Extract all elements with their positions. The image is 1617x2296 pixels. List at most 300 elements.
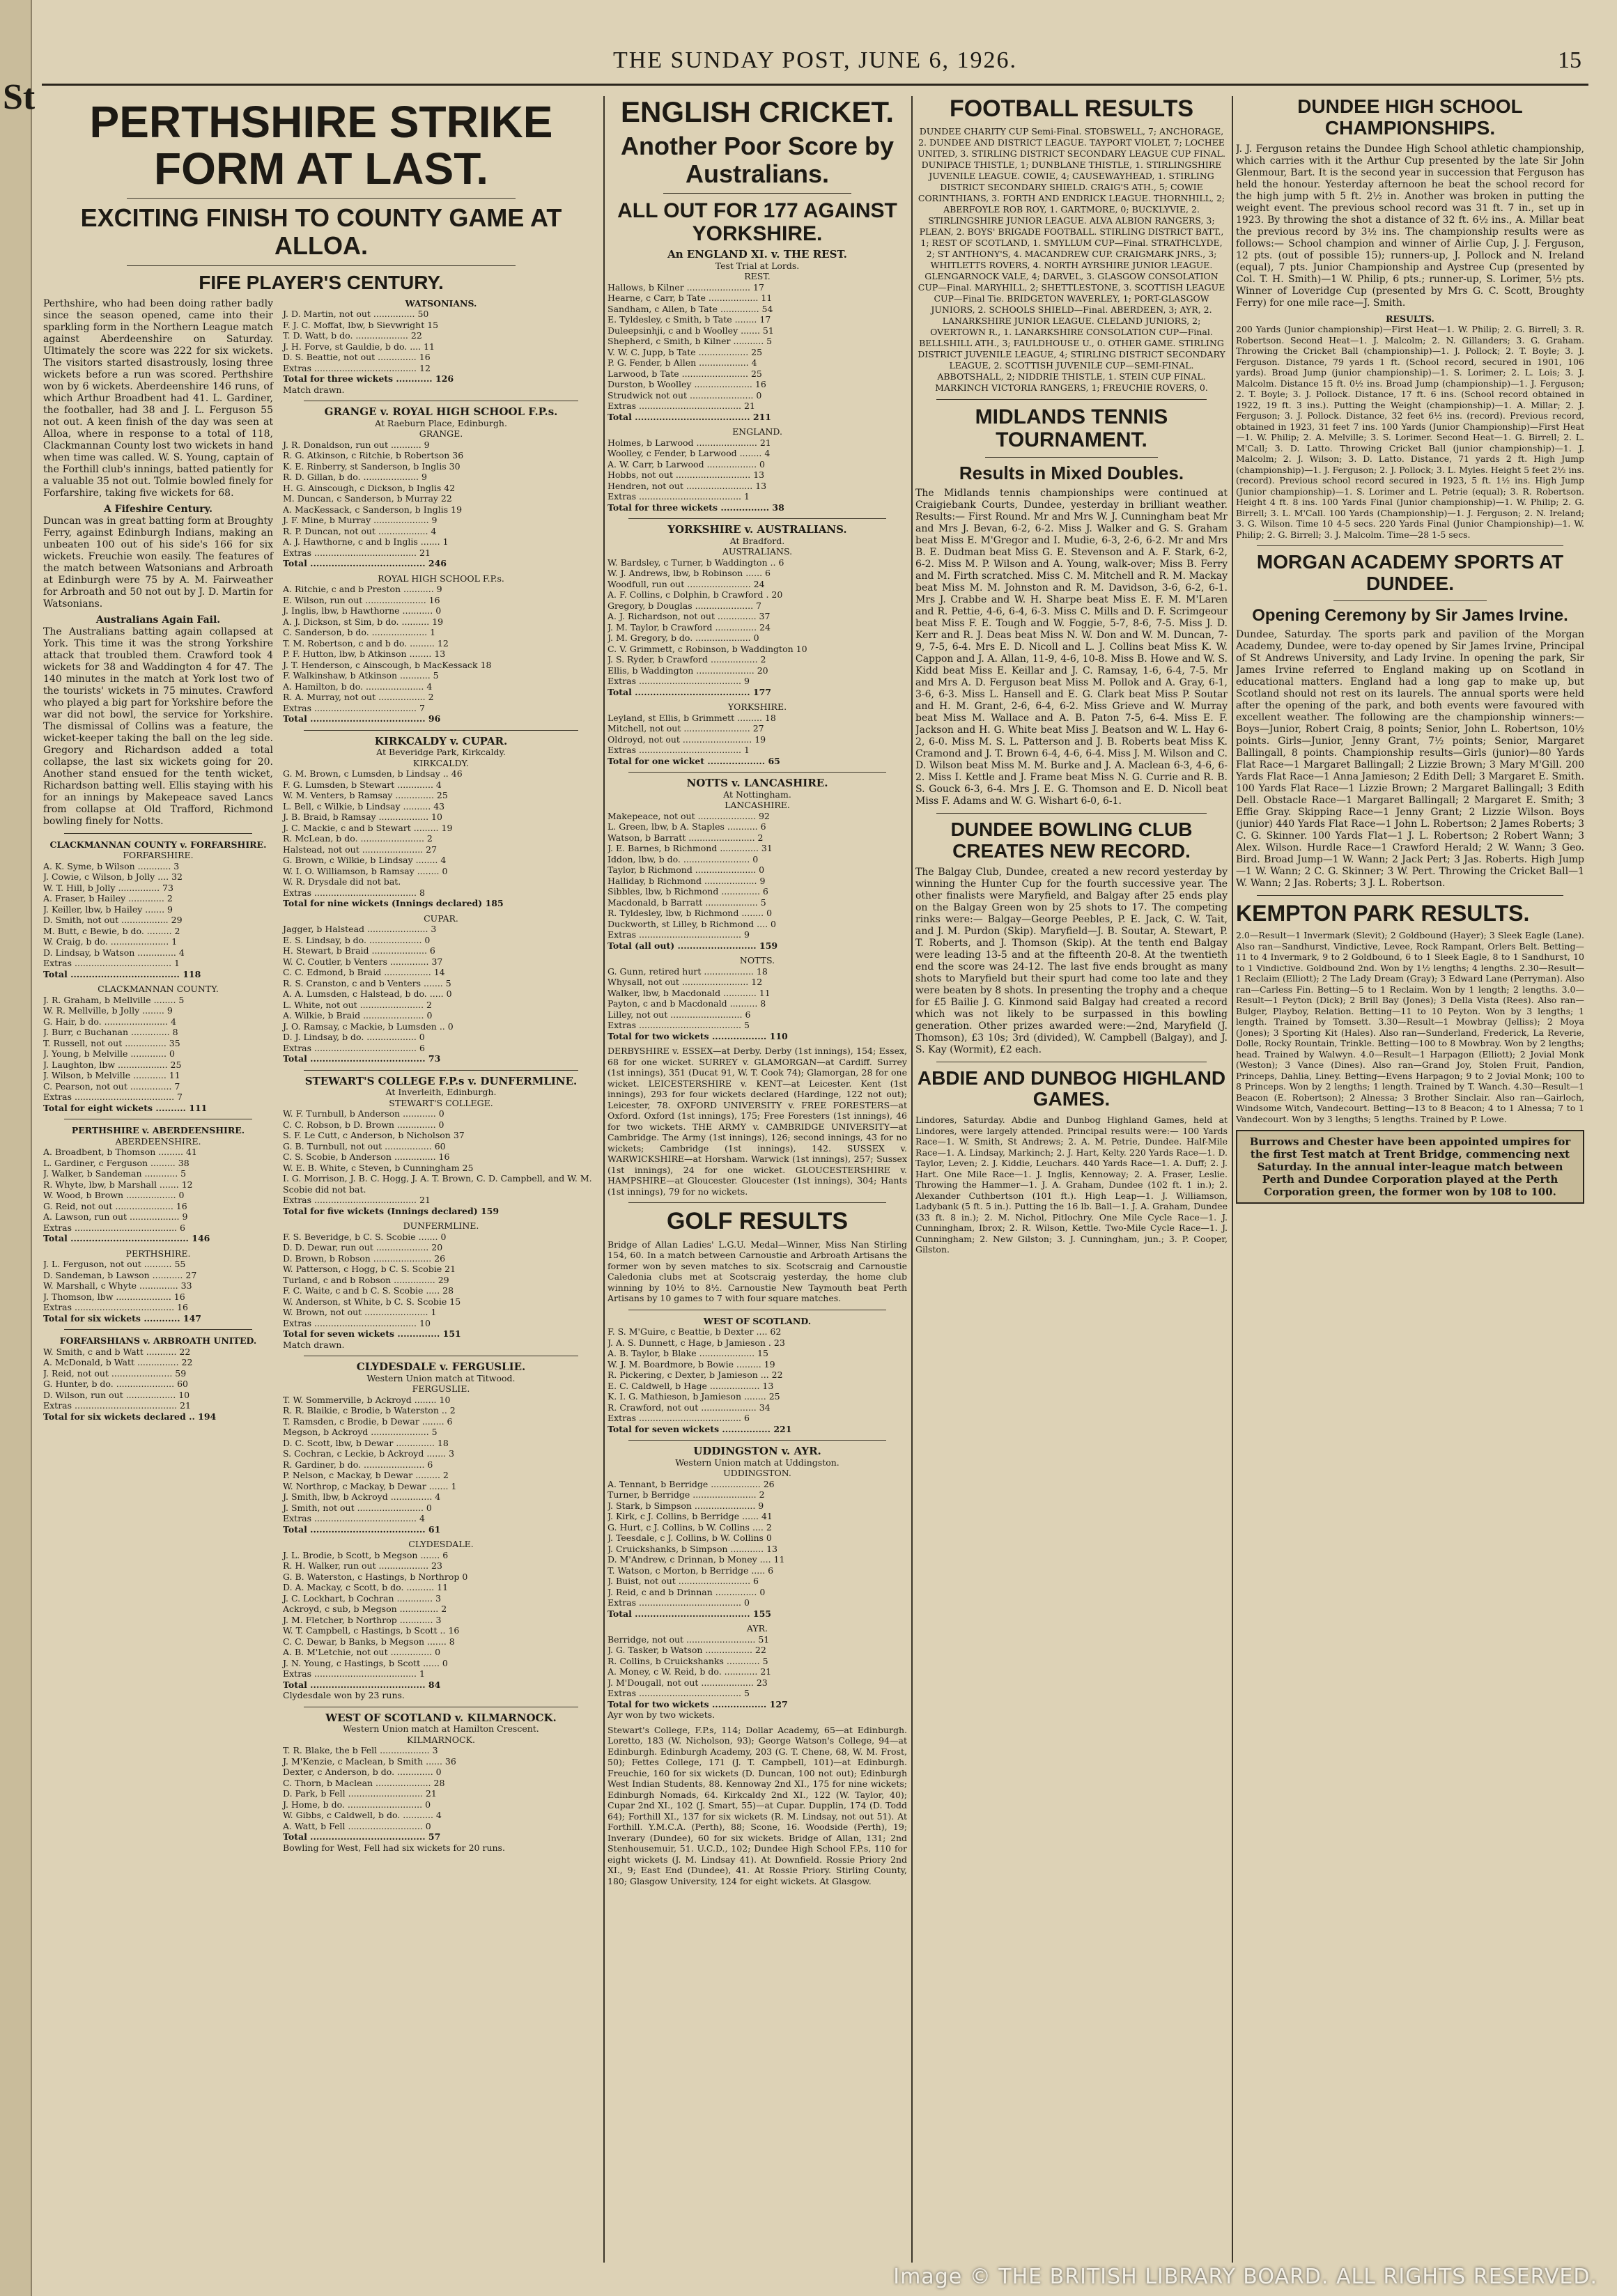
scorecard-line: C. Pearson, not out ............... 7 (43, 1080, 180, 1092)
headline-high-school: DUNDEE HIGH SCHOOL CHAMPIONSHIPS. (1297, 96, 1523, 139)
scorecard-line: D. Wilson, run out .................. 10 (43, 1389, 190, 1400)
scorecard-line: J. R. Graham, b Mellville ........ 5 (43, 994, 185, 1005)
scorecard-line: A. Broadbent, b Thomson ......... 41 (43, 1147, 197, 1158)
scorecard-line: R. H. Walker, run out .................. 23 (283, 1560, 442, 1572)
scorecard-line: E. Wilson, run out ...................... 16 (283, 594, 440, 605)
scorecard-line: J. T. Henderson, c Ainscough, b MacKessack 18 (283, 659, 492, 670)
scorecard-line: Jagger, b Halstead ...................... 3 (283, 924, 437, 935)
headline-english-cricket: ENGLISH CRICKET. (620, 96, 895, 128)
scorecard-line: F. Walkinshaw, b Atkinson ........... 5 (283, 670, 439, 681)
scorecard-line: J. Stark, b Simpson ...................... 9 (608, 1500, 764, 1511)
scorecard-line: J. M. Fletcher, b Northrop ............ 3 (283, 1614, 442, 1625)
scorecard-line: R. Collins, b Cruickshanks ............ 5 (608, 1655, 768, 1666)
scorecard-line: J. F. Mine, b Murray .................... 9 (283, 515, 438, 526)
scorecard-line: Sibbles, lbw, b Richmond .............. 6 (608, 886, 768, 897)
australians-fail-report: The Australians batting again collapsed at York. This time it was the strong Yorkshire attack that troubled them. Crawford took 4 wickets for 38 and Waddington 4 for 47. The 140 minutes in the match at York lost two of the tourists' wickets in 75 minutes. Crawford who played a big part for Yorkshire before the war did not bowl, the service for Yorkshire. The dismissal of Collins was a feature, the wicket-keeper taking the ball on the leg side. Gregory and Richardson added a total collapse, the last six wickets going for 20. Another stand ensued for the tenth wicket, Richardson batting well. Ellis staying with his for an innings by Makepeace saved Lancs from collapse at Old Trafford, Richmond bowling finely for Notts. (43, 626, 273, 827)
scorecard-subtitle: ENGLAND. (732, 426, 782, 437)
tennis-results-report: The Midlands tennis championships were continued at Craigiebank Courts, Dundee, yesterday in brilliant weather. Results:— First Round. Mr and Mrs W. J. Cunningham beat Mr and Mrs J. Bevan, 6-2, 6-2. Miss J. Walker and G. S. Graham beat Miss E. M'Gregor and I. Mudie, 6-3, 2-6, 6-2. Mr and Mrs B. E. Dudman beat Miss G. E. Stevenson and A. F. Stark, 6-2, 6-2. Miss M. P. Wilson and A. Young, walk-over; Miss B. Ferry and M. Firth scratched. Miss C. M. Mitchell and R. M. Mackay beat Miss M. M. Johnston and R. M. Davidson, 3-6, 6-2, 6-1. Mrs J. Crabbe and W. H. Sharpe beat Miss E. F. M. M'Laren and R. Pettie, 4-6, 6-4, 6-3. Miss C. Mills and D. F. Scrimgeour beat Miss F. E. Tough and W. Foggie, 5-7, 8-6, 7-5. Miss J. D. Kerr and R. J. Deas beat Miss N. W. Don and W. M. Duncan, 7-9, 7-5, 6-4. Mrs E. D. Nicoll and L. J. Collins beat Miss K. W. Cappon and J. A. Allan, 11-9, 4-6, 10-8. Miss B. Howe and W. S. Kidd beat Miss E. Keillar and J. C. Ramsay, 1-6, 6-4, 7-5. Mr and Mrs A. D. Ferguson beat Miss M. Pollok and A. Gray, 6-1, 3-6, 6-3. Miss L. Hansell and E. G. Clark beat Miss P. Soutar and H. M. Grant, 2-6, 6-4, 6-2. Miss Grieve and W. Murray beat Miss M. Wallace and A. B. Paton 7-5, 6-4. Miss E. F. Jackson and H. G. White beat Miss J. Beatson and W. L. Hay 6-2, 6-0. Miss M. S. L. Patterson and J. B. Roberts beat Miss K. Cramond and J. T. Brown 6-4, 4-6, 6-4. Miss J. M. Wilson and C. D. Wilson beat Miss M. M. Burke and J. A. Maclean 6-3, 4-6, 6-2. Miss I. Kettle and J. Frame beat Miss N. G. Currie and R. B. S. Gouck 6-3, 6-4. Mrs J. E. G. Thomson and E. D. Nicoll beat Miss F. Adams and W. G. Wishart 6-0, 6-1. (915, 487, 1228, 807)
scorecard-subtitle: KIRKCALDY. (412, 757, 470, 768)
scorecard-total: Total ...................................... 177 (608, 686, 771, 697)
other-county-results: DERBYSHIRE v. ESSEX—at Derby. Derby (1st innings), 154; Essex, 68 for one wicket. SURREY v. GLAMORGAN—at Cardiff. Surrey (1st innings), 351 (Ducat 91, W. T. Cook 74); Glamorgan, 28 for one wicket. LEICESTERSHIRE v. KENT—at Leicester. Kent (1st innings), 293 for four wickets declared (Hardinge, 122 not out); Leicester, 78. OXFORD UNIVERSITY v. FREE FORESTERS—at Oxford. Oxford (1st innings), 175; Free Foresters (1st innings), 46 for two wickets. THE ARMY v. CAMBRIDGE UNIVERSITY—at Cambridge. The Army (1st innings), 126; second innings, 43 for no wickets; Cambridge (1st innings), 142. SUSSEX v. WARWICKSHIRE—at Horsham. Warwick (1st innings), 257; Sussex (1st innings), 24 for one wicket. GLOUCESTERSHIRE v. HAMPSHIRE—at Gloucester. Gloucester (1st innings), 304; Hants (1st innings), 79 for no wickets. (608, 1046, 907, 1197)
scorecard-line: Extras ..................................... 12 (283, 362, 431, 373)
column-english-cricket (608, 96, 907, 2263)
scorecard-title: PERTHSHIRE v. ABERDEENSHIRE. (71, 1125, 245, 1136)
scorecard-line: Hearne, c Carr, b Tate .................. 11 (608, 293, 773, 304)
scorecard-line: D. M'Andrew, c Drinnan, b Money .... 11 (608, 1554, 785, 1565)
page-header (42, 43, 1588, 86)
headline-dundee-bowling: DUNDEE BOWLING CLUB CREATES NEW RECORD. (950, 818, 1193, 862)
scorecard-place: At Beveridge Park, Kirkcaldy. (376, 747, 506, 758)
scorecard-line: J. E. Barnes, b Richmond .............. 31 (608, 843, 773, 854)
scorecard-line: Clydesdale won by 23 runs. (283, 1690, 405, 1701)
scorecard-line: J. Young, b Melville ............. 0 (43, 1048, 175, 1060)
scorecard-line: C. C. Robson, b D. Brown .............. 0 (283, 1119, 444, 1130)
scorecard-line: W. E. B. White, c Steven, b Cunningham 25 (283, 1162, 474, 1173)
scorecard-line: Sandham, c Allen, b Tate .............. 54 (608, 303, 773, 314)
scorecard-line: Whysall, not out ........................ 12 (608, 977, 763, 988)
scorecard-line: J. O. Ramsay, c Mackie, b Lumsden .. 0 (283, 1021, 454, 1032)
scorecard-line: Extras ..................................... 9 (608, 929, 750, 940)
scorecard-line: D. Sandeman, b Lawson ........... 27 (43, 1269, 197, 1280)
scorecard-line: G. B. Turnbull, not out ................. 60 (283, 1140, 446, 1151)
scorecard-total: Total for two wickets .................. 110 (608, 1030, 788, 1041)
scorecard-line: J. Thomson, lbw .................... 16 (43, 1291, 185, 1302)
scorecard-line: T. Russell, not out ............... 35 (43, 1037, 180, 1048)
gutter-letters: St (3, 77, 36, 117)
scorecard-line: V. W. C. Jupp, b Tate .................. 25 (608, 346, 763, 357)
scorecard-title: FORFARSHIANS v. ARBROATH UNITED. (59, 1335, 257, 1347)
scorecard-line: J. C. Mackie, c and b Stewart ......... 19 (283, 822, 453, 833)
scorecard-line: Hendren, not out ........................ 13 (608, 480, 767, 491)
scorecard-line: Halliday, b Richmond ................... 9 (608, 875, 766, 886)
column-school-sports (1236, 96, 1584, 2263)
scorecard-line: A. Money, c W. Reid, b do. ............ 21 (608, 1666, 772, 1677)
scorecard-line: G. Hair, b do. ....................... 4 (43, 1016, 176, 1027)
scorecard-subtitle: AUSTRALIANS. (722, 546, 793, 557)
scorecard-line: G. Hunter, b do. ..................... 60 (43, 1379, 189, 1390)
scorecard-line: A. McDonald, b Watt ............... 22 (43, 1357, 193, 1368)
kempton-park-results: 2.0—Result—1 Invermark (Slevit); 2 Goldbound (Hayer); 3 Sleek Eagle (Lane). Also ran—Sandhurst, Vindictive, Levee, Rock Rampant, Orlers Belt. Betting—11 to 4 Invermark, 9 to 2 Goldbound, 6 to 1 Sleek Eagle, 8 to 1 Sandhurst, 10 to 1 Vindictive. Goldbound 2nd. Won by 1½ lengths; 4 lengths. 2.30—Result—1 Reclaim (Elliott); 2 The Lady Dream (Gray); 3 Edward Lane (Perryman). Also ran—Carless Fin. Betting—5 to 1 Reclaim. Won by 1 length; 2 lengths. 3.0—Result—1 Peyton (Dick); 2 Brill Bay (Jones); 3 Della Vista (Rees). Also ran—Bulger, Playboy, Relation. Betting—11 to 10 Peyton. Won by 3 lengths; 1 length. Trained by Tomsett. 3.30—Result—1 Mowbray (Jelliss); 2 Moya (Jones); 3 Sporting Kit (Hales). Also ran—Sunderland, Frederick, La Reverie, Dolle, Rocky Rountain, Trinkle. Betting—100 to 8 Mowbray. Won by 2 lengths; head. Trained by Walwyn. 4.0—Result—1 Harpagon (Elliott); 2 Jovial Monk (Weston); 3 Vance (Dines). Also ran—Grand Joy, Stolen Fruit, Pandion, Princeps, Dahlia, Liney. Betting—Evens Harpagon; 9 to 2 Jovial Monk; 100 to 8 Princeps. Won by 2 lengths; 1 length. Trained by T. Wanch. 4.30—Result—1 Beacon (E. Robertson); 2 Alnessa; 3 Brother Sinclair. Also ran—Gairloch, Windsome Witch, Vandecourt. Betting—13 to 8 Beacon; 4 to 1 Alnessa; 7 to 1 Vandecourt. Won by 3 lengths; 5 lengths. Trained by P. Lowe. (1236, 930, 1584, 1124)
scorecard-line: W. Northrop, c Mackay, b Dewar ....... 1 (283, 1480, 457, 1491)
scorecard-title: UDDINGSTON v. AYR. (693, 1445, 821, 1458)
scorecard-line: W. Craig, b do. ..................... 1 (43, 936, 178, 947)
scorecard-line: Oldroyd, not out ......................... 19 (608, 734, 766, 745)
scorecard-subtitle: UDDINGSTON. (723, 1468, 791, 1479)
scorecard-line: G. Gunn, retired hurt .................. 18 (608, 965, 768, 977)
masthead-title: THE SUNDAY POST, JUNE 6, 1926. (612, 47, 1018, 73)
scorecard-line: P. G. Fender, b Allen .................. 4 (608, 357, 757, 369)
scorecard-total: Total ...................................... 96 (283, 713, 441, 724)
scorecard-line: R. S. Cranston, c and b Venters ....... 5 (283, 977, 451, 988)
image-credit: Image © THE BRITISH LIBRARY BOARD. ALL RIGHTS RESERVED. (893, 2265, 1597, 2289)
scorecard-line: Turner, b Berridge ....................... 2 (608, 1489, 765, 1500)
scorecard-line: Mitchell, not out ........................ 27 (608, 723, 764, 734)
scorecard-line: K. E. Rinberry, st Sanderson, b Inglis 30 (283, 460, 461, 472)
column-football-tennis (915, 96, 1228, 2263)
scorecard-line: Halstead, not out ...................... 27 (283, 844, 438, 855)
adjacent-page-gutter (0, 0, 36, 2296)
scorecard-line: Ackroyd, c sub, b Megson .............. 2 (283, 1604, 447, 1615)
scorecard-line: Extras ..................................... 21 (283, 1195, 431, 1206)
scorecard-line: Extras ................................... 1 (43, 958, 180, 969)
scorecard-line: J. Laughton, lbw .................. 25 (43, 1059, 182, 1070)
subhead-fife-century: FIFE PLAYER'S CENTURY. (199, 271, 444, 293)
scorecard-line: R. D. Gillan, b do. .................... 9 (283, 472, 427, 483)
scorecard-line: Ellis, b Waddington ..................... 20 (608, 665, 768, 676)
scorecard-line: D. Lindsay, b Watson .............. 4 (43, 947, 185, 958)
scorecard-line: J. Kirk, c J. Collins, b Berridge ...... 41 (608, 1511, 773, 1522)
subhead-all-out: ALL OUT FOR 177 AGAINST YORKSHIRE. (617, 199, 897, 246)
scorecard-line: Watson, b Barratt ........................ 2 (608, 832, 764, 843)
headline-kempton-park: KEMPTON PARK RESULTS. (1236, 901, 1530, 926)
scorecard-title: NOTTS v. LANCASHIRE. (686, 777, 828, 790)
scorecard-title: WEST OF SCOTLAND v. KILMARNOCK. (325, 1711, 557, 1724)
scorecard-subtitle: PERTHSHIRE. (125, 1248, 191, 1259)
scorecard-line: H. Stewart, b Braid .................... 6 (283, 945, 435, 956)
scorecard-place: At Inverleith, Edinburgh. (385, 1087, 497, 1098)
scorecard-line: G. Hurt, c J. Collins, b W. Collins .... 2 (608, 1521, 772, 1533)
scorecard-line: J. Walker, b Sandeman ............ 5 (43, 1168, 187, 1179)
scorecard-line: Extras ..................................... 4 (283, 1513, 425, 1524)
scorecard-line: A. Lawson, run out .................. 9 (43, 1211, 188, 1223)
scorecard-line: J. Keiller, lbw, b Hailey ....... 9 (43, 903, 173, 915)
scorecard-subtitle: KILMARNOCK. (407, 1734, 475, 1745)
scorecard-line: A. B. M'Letchie, not out ............... 0 (283, 1647, 441, 1658)
scorecard-line: D. S. Beattie, not out .............. 16 (283, 352, 431, 363)
scorecard-line: R. McLean, b do. ....................... 2 (283, 833, 433, 844)
scorecard-line: H. G. Ainscough, c Dickson, b Inglis 42 (283, 482, 456, 493)
scorecard-line: Berridge, not out ......................... 51 (608, 1634, 770, 1645)
scorecard-total: Total ...................................... 155 (608, 1608, 771, 1619)
scorecard-line: A. J. Hawthorne, c and b Inglis ....... 1 (283, 536, 449, 548)
scorecard-line: Dexter, c Anderson, b do. ............. 0 (283, 1767, 442, 1778)
scorecard-line: J. Smith, not out ........................ 0 (283, 1502, 432, 1513)
scorecard-line: P. Nelson, c Mackay, b Dewar ......... 2 (283, 1470, 449, 1481)
scorecard-total: Total for seven wickets ................ 221 (608, 1423, 792, 1434)
page-number: 15 (1558, 47, 1581, 73)
scorecard-line: Bowling for West, Fell had six wickets for 20 runs. (283, 1842, 505, 1853)
scorecard-place: At Bradford. (729, 535, 785, 546)
column-rule (1232, 96, 1233, 2263)
scorecard-place: Test Trial at Lords. (715, 260, 800, 271)
scorecard-subtitle: NOTTS. (739, 955, 775, 966)
scorecard-subtitle: DUNFERMLINE. (403, 1220, 479, 1232)
scorecard-title: An ENGLAND XI. v. THE REST. (667, 248, 847, 261)
scorecard-line: A. F. Collins, c Dolphin, b Crawford . 20 (608, 589, 783, 600)
high-school-results: 200 Yards (Junior championship)—First Heat—1. W. Philip; 2. G. Birrell; 3. R. Robertson. Second Heat—1. J. Malcolm; 2. N. Gillanders; 3. G. Graham. Throwing the Cricket Ball (championship)—1. J. Pollock; 2. T. Boyle; 3. J. Ferguson. Distance, 79 yards 1 ft. (School record, secured in 1901, 106 yards). Broad Jump (junior championship)—1. S. Lorimer; 2. L. Lois; 3. J. Malcolm. Distance 15 ft. 0½ ins. Broad Jump (championship)—1. J. Ferguson; 2. T. Boyle; 3. J. Pollock. Distance, 17 ft. 6 ins. (School record obtained in 1922, 19 ft. 3 ins.). Putting the Weight (championship)—1. A. Millar; 2. J. Ferguson; 3. J. Pollock. Distance, 32 feet 6½ ins. (record). Previous record, obtained in 1923, 31 feet 7 ins. 100 Yards (Junior Championship)—First Heat—1. W. Philip; 2. A. Melville; 3. S. Lorimer. Second Heat—1. G. Birrell; 2. L. M'Call; 3. D. Latto. Throwing Cricket Ball (junior championship)—1. J. Malcolm; 2. J. Wilson; 3. D. Latto. Distance, 71 yards 2 ft. High Jump (championship)—1. J. Ferguson; 2. J. Pollock; 3. L. Myles. Height 5 feet 2½ ins. (record). Previous school record secured in 1923, 5 ft. 1½ ins. High Jump (Junior championship)—1. S. Lorimer and L. Petrie (equal); 3. R. Robertson. Height 4 ft. 8 ins. 100 Yards Final (Junior championship)—1. W. Philip; 2. G. Birrell; 3. L. M'Call. 100 Yards (Championship)—1. J. Ferguson; 2. N. Ireland; 3. G. Wilson. Time 10 4-5 secs. 220 Yards Final (Junior Championship)—1. W. Philip; 2. G. Birrell; 3. J. Malcolm. Time—28 1-5 secs. (1236, 324, 1584, 540)
scorecard-line: Extras ..................................... 7 (283, 702, 425, 713)
scorecard-line: Holmes, b Larwood ...................... 21 (608, 437, 771, 448)
scorecard-place: Western Union match at Titwood. (366, 1372, 516, 1383)
scorecard-line: D. Brown, b Robson ..................... 26 (283, 1252, 446, 1264)
scorecard-line: A. Ritchie, c and b Preston ........... 9 (283, 584, 442, 595)
scorecard-line: A. B. Taylor, b Blake .................... 15 (608, 1348, 768, 1359)
scorecard-total: Total (all out) .......................... 159 (608, 940, 778, 951)
scorecard-line: W. Marshall, c Whyte .............. 33 (43, 1280, 192, 1292)
scorecard-line: W. Brown, not out ....................... 1 (283, 1307, 437, 1318)
scorecard-line: Lilley, not out .......................... 6 (608, 1009, 751, 1020)
scorecard-line: Woolley, c Fender, b Larwood ........ 4 (608, 448, 771, 459)
scorecard-line: M. Butt, c Bewie, b do. ......... 2 (43, 925, 180, 936)
scorecard-line: W. J. M. Boardmore, b Bowie ......... 19 (608, 1358, 775, 1370)
scorecard-line: Extras ..................................... 21 (283, 547, 431, 558)
scorecard-line: A. Watt, b Fell ........................... 0 (283, 1820, 431, 1831)
scorecard-line: T. Ramsden, c Brodie, b Dewar ........ 6 (283, 1415, 453, 1427)
scorecard-line: J. M'Dougall, not out ................... 23 (608, 1677, 768, 1688)
scorecard-line: W. T. Hill, b Jolly ............... 73 (43, 882, 173, 893)
scorecard-line: C. Thorn, b Maclean .................... 28 (283, 1777, 445, 1788)
scorecard-line: Extras ..................................... 8 (283, 887, 425, 898)
scorecard-subtitle: REST. (744, 271, 771, 282)
scorecard-place: Western Union match at Hamilton Crescent. (343, 1723, 539, 1735)
scorecard-line: Extras ..................................... 5 (608, 1688, 750, 1699)
miscellaneous-cricket-results: Stewart's College, F.P.s, 114; Dollar Academy, 65—at Edinburgh. Loretto, 183 (W. Nicholson, 93); George Watson's College, 94—at Edinburgh. Edinburgh Academy, 203 (G. T. Chene, 68, W. M. Frost, 50); Fettes College, 171 (J. T. Campbell, 101)—at Edinburgh. Freuchie, 160 for six wickets (D. Duncan, 100 not out); Edinburgh West Indian Students, 88. Kennoway 2nd XI., 175 for nine wickets; Edinburgh Nomads, 64. Kirkcaldy 2nd XI., 122 (W. Taylor, 40); Cupar 2nd XI., 102 (J. Smart, 55)—at Cupar. Dupplin, 174 (D. Todd 64); Forthill XI., 137 for six wickets (R. M. Lindsay, not out 51). At Forthill. Y.M.C.A. (Perth), 88; Scone, 16. Woodside (Perth), 19; Inverary (Dundee), 60 for six wickets. Bridge of Allan, 131; 2nd Stenhousemuir, 51. U.C.D., 102; Dundee High School F.P.s, 110 for eight wickets (J. M. Lindsay 41). At Downfield. Rossie Priory 2nd XI., 9; East End (Dundee), 41. At Rossie Priory. Stirling County, 180; Glasgow University, 124 for eight wickets. At Glasgow. (608, 1724, 907, 1886)
scorecard-line: G. Brown, c Wilkie, b Lindsay ........ 4 (283, 855, 447, 866)
scorecard-line: M. Duncan, c Sanderson, b Murray 22 (283, 493, 452, 504)
scorecard-line: F. S. Beveridge, b C. S. Scobie ....... 0 (283, 1231, 447, 1242)
scorecard-line: R. G. Atkinson, c Ritchie, b Robertson 36 (283, 450, 464, 461)
scorecard-line: A. Hamilton, b do. ..................... 4 (283, 681, 433, 692)
scorecard-line: Match drawn. (283, 384, 345, 395)
scorecard-line: J. Buist, not out .......................... 6 (608, 1576, 759, 1587)
scorecard-line: Payton, c and b Macdonald .......... 8 (608, 998, 766, 1009)
scorecard-line: D. Smith, not out ................. 29 (43, 915, 183, 926)
scorecard-line: Extras ..................................... 6 (608, 1413, 750, 1424)
scorecard-line: J. M. Gregory, b do. .................... 0 (608, 633, 759, 644)
perthshire-report: Perthshire, who had been doing rather badly since the season opened, came into their sparkling form in the Northern League match against Aberdeenshire on Saturday. Ultimately the score was 222 for six wickets. The visitors started disastrously, losing three wickets before a run was scored. Perthshire won by 6 wickets. Aberdeenshire 146 runs, of which Arthur Broadbent had 41. L. Gardiner, the footballer, had 38 and J. L. Ferguson 55 not out. A keen finish of the day was seen at Alloa, where in response to a total of 118, Clackmannan County lost two wickets in hand when time was called. W. S. Young, captain of the Forthill club's innings, batted patiently for a valuable 35 not out. Tolmie bowled finely for Forfarshire, taking five wickets for 68. (43, 297, 273, 499)
scorecard-line: W. Bardsley, c Turner, b Waddington .. 6 (608, 557, 784, 568)
scorecard-line: W. R. Drysdale did not bat. (283, 876, 401, 887)
scorecard-line: A. J. Richardson, not out .............. 37 (608, 611, 771, 622)
scorecard-line: J. L. Brodie, b Scott, b Megson ....... 6 (283, 1549, 449, 1560)
headline-perthshire: PERTHSHIRE STRIKE FORM AT LAST. (89, 97, 553, 194)
scorecard-subtitle: CLACKMANNAN COUNTY. (98, 984, 219, 995)
scorecard-line: Extras ..................................... 6 (283, 1042, 425, 1053)
scorecard-line: A. Wilkie, b Braid ...................... 0 (283, 1010, 433, 1021)
scorecard-title: YORKSHIRE v. AUSTRALIANS. (667, 523, 847, 536)
scorecard-line: Extras ..................................... 21 (43, 1400, 191, 1411)
scorecard-line: C. C. Edmond, b Braid ................. 14 (283, 967, 445, 978)
scorecard-line: Iddon, lbw, b do. ........................ 0 (608, 853, 759, 864)
scorecard-place: At Raeburn Place, Edinburgh. (375, 417, 507, 428)
scorecard-line: C. V. Grimmett, c Robinson, b Waddington 10 (608, 643, 807, 654)
scorecard-line: J. Cowie, c Wilson, b Jolly .... 32 (43, 871, 183, 883)
scorecard-total: Total for two wickets .................. 127 (608, 1698, 788, 1709)
scorecard-subtitle: AYR. (746, 1623, 768, 1634)
scorecard-line: D. Park, b Fell ........................... 21 (283, 1788, 437, 1799)
scorecard-total: Total for three wickets ............ 126 (283, 373, 454, 385)
scorecard-line: A. J. Dickson, st Sim, b do. .......... 19 (283, 616, 444, 627)
scorecard-line: J. D. Martin, not out ............... 50 (283, 309, 429, 320)
scorecard-line: T. M. Robertson, c and b do. ......... 12 (283, 637, 449, 649)
scorecard-line: T. W. Sommerville, b Ackroyd ........ 10 (283, 1394, 451, 1405)
scorecard-line: J. S. Ryder, b Crawford ................. 2 (608, 654, 766, 665)
scorecard-total: Total for six wickets declared .. 194 (43, 1411, 217, 1422)
scorecard-title: CLACKMANNAN COUNTY v. FORFARSHIRE. (49, 839, 267, 850)
scorecard-line: E. Tyldesley, c Smith, b Tate ........ 17 (608, 314, 771, 325)
scorecard-line: A. A. Lumsden, c Halstead, b do. ..... 0 (283, 988, 452, 1000)
scorecard-line: E. C. Caldwell, b Hage .................. 13 (608, 1380, 774, 1391)
scorecard-line: D. A. Mackay, c Scott, b do. .......... 11 (283, 1582, 449, 1593)
scorecard-line: Extras ..................................... 21 (608, 401, 755, 412)
scorecard-line: Leyland, st Ellis, b Grimmett ......... 18 (608, 712, 776, 723)
scorecard-line: R. R. Blaikie, c Brodie, b Waterston .. 2 (283, 1405, 456, 1416)
scorecard-title: GRANGE v. ROYAL HIGH SCHOOL F.P.s. (324, 405, 558, 419)
scorecard-subtitle: FORFARSHIRE. (123, 850, 194, 861)
scorecard-line: P. F. Hutton, lbw, b Atkinson ........ 13 (283, 649, 446, 660)
scorecard-line: J. M. Taylor, b Crawford ............... 24 (608, 621, 771, 633)
scorecard-line: J. Wilson, b Melville ............ 11 (43, 1070, 180, 1081)
scorecard-line: Makepeace, not out ..................... 92 (608, 810, 770, 821)
scorecard-line: Larwood, b Tate ........................ 25 (608, 368, 762, 379)
scorecard-line: J. C. Lockhart, b Cochran ............. 3 (283, 1592, 442, 1604)
scorecard-line: J. L. Ferguson, not out .......... 55 (43, 1259, 186, 1270)
golf-results-report: Bridge of Allan Ladies' L.G.U. Medal—Winner, Miss Nan Stirling 154, 60. In a match between Carnoustie and Arbroath Artisans the former won by seven matches to six. Scotscraig and Carnoustie Caledonia clubs met at Scotscraig yesterday, the home club winning by 10½ to 8½. Carnoustie New Taymouth beat Perth Artisans by 10 games to 7 with four square matches. (608, 1239, 907, 1304)
scorecard-line: D. D. Dewar, run out ................... 20 (283, 1242, 443, 1253)
scorecard-line: Ayr won by two wickets. (608, 1709, 715, 1721)
scorecard-line: J. Burr, c Buchanan .............. 8 (43, 1027, 178, 1038)
scorecard-total: Total ...................................... 211 (608, 411, 771, 422)
scorecard-total: Total for eight wickets .......... 111 (43, 1102, 208, 1113)
scorecard-line: Extras .................................... 16 (43, 1302, 188, 1313)
scorecard-line: F. S. M'Guire, c Beattie, b Dexter .... 62 (608, 1326, 782, 1337)
scorecard-line: Shepherd, c Smith, b Kilner ........... 5 (608, 336, 773, 347)
scorecard-line: C. C. Dewar, b Banks, b Megson ....... 8 (283, 1636, 455, 1647)
scorecard-line: Extras .................................... 7 (43, 1092, 183, 1103)
scorecard-line: W. R. Mellville, b Jolly ........ 9 (43, 1005, 173, 1016)
scorecard-line: Macdonald, b Barratt ................... 5 (608, 897, 766, 908)
scorecard-subtitle: CUPAR. (424, 913, 458, 924)
scorecard-line: J. R. Donaldson, run out ........... 9 (283, 439, 430, 450)
scorecard-line: J. A. S. Dunnett, c Hage, b Jamieson . 23 (608, 1337, 785, 1348)
scorecard-line: W. T. Campbell, c Hastings, b Scott .. 16 (283, 1625, 460, 1636)
column-rule (911, 96, 913, 2263)
scorecard-line: Durston, b Woolley ..................... 16 (608, 379, 766, 390)
scorecard-line: W. I. O. Williamson, b Ramsay ........ 0 (283, 865, 448, 876)
scorecard-line: L. Green, lbw, b A. Staples ........... 6 (608, 821, 766, 832)
scorecard-subtitle: ABERDEENSHIRE. (115, 1135, 201, 1147)
scorecard-line: Turland, c and b Robson ............... 29 (283, 1274, 449, 1285)
scorecard-line: G. B. Waterston, c Hastings, b Northrop 0 (283, 1571, 468, 1582)
scorecard-line: R. Crawford, not out .................... 34 (608, 1402, 771, 1413)
scorecard-line: Extras ..................................... 10 (283, 1317, 431, 1328)
subhead-mixed-doubles: Results in Mixed Doubles. (959, 463, 1184, 484)
scorecard-line: R. A. Murray, not out ................. 2 (283, 692, 434, 703)
scorecard-line: K. I. G. Mathieson, b Jamieson ........ 25 (608, 1391, 780, 1402)
scorecard-line: J. Inglis, lbw, b Hawthorne ........... 0 (283, 605, 442, 616)
scorecard-line: J. Home, b do. ........................... 0 (283, 1799, 431, 1810)
scorecard-line: W. C. Coutler, b Venters .............. 37 (283, 956, 443, 967)
scorecard-line: J. N. Young, c Hastings, b Scott ...... 0 (283, 1657, 448, 1668)
scorecard-line: J. B. Braid, b Ramsay .................. 10 (283, 812, 442, 823)
scorecard-line: F. G. Lumsden, b Stewart ............. 4 (283, 779, 442, 790)
scorecard-line: J. Cruickshanks, b Simpson ............ 13 (608, 1543, 777, 1554)
scorecard-line: W. Wood, b Brown .................. 0 (43, 1190, 185, 1201)
column-perthshire (43, 96, 599, 2263)
scorecard-line: Match drawn. (283, 1339, 345, 1350)
scorecard-line: A. K. Syme, b Wilson ............ 3 (43, 860, 180, 871)
scorecard-title: KIRKCALDY v. CUPAR. (374, 734, 508, 747)
scorecard-line: S. F. Le Cutt, c Anderson, b Nicholson 37 (283, 1130, 465, 1141)
scorecard-subtitle: LANCASHIRE. (725, 800, 790, 811)
scorecard-title: CLYDESDALE v. FERGUSLIE. (356, 1360, 526, 1374)
scorecard-line: T. D. Watt, b do. ................... 22 (283, 330, 422, 341)
scorecard-total: Total .................................... 118 (43, 968, 201, 979)
scorecard-line: T. Watson, c Morton, b Berridge ..... 6 (608, 1565, 774, 1576)
scorecard-subtitle: YORKSHIRE. (727, 701, 787, 713)
morgan-academy-report: Dundee, Saturday. The sports park and pavilion of the Morgan Academy, Dundee, were to-day opened by Sir James Irvine, Principal of St Andrews University, and Lady Irvine. In opening the park, Sir James Irvine referred to England making up on Scotland in educational matters. England had a long gap to make up, but Scotland should not rest on its laurels. The annual sports were held after the opening of the park, and both events were favoured with excellent weather. The following are the championship winners:—Boys—Junior, Robert Craig, 8 points; Senior, John L. Robertson, 10½ points. Girls—Junior, Jenny Grant, 7½ points; Senior, Margaret Ballingall, 8 points. Championship results—Girls (junior)—80 Yards Flat Race—1 Margaret Ballingall; 2 Lizzie Brown; 3 Mary M'Gill. 200 Yards Flat Race—1 Anna Jamieson; 2 Edith Dell; 3 Margaret E. Smith. 100 Yards Flat Race—1 Lizzie Brown; 2 Margaret Ballingall; 3 Edith Dell. Obstacle Race—1 Margaret Ballingall; 2 Margaret E. Smith; 3 Effie Gray. Skipping Race—1 Jenny Grant; 2 Lizzie Wilson. Boys (junior) 440 Yards Flat Race—1 John L. Robertson; 2 James Roberts; 3 C. G. Skinner. 100 Yards Flat—1 J. L. Robertson; 2 Robert Wann; 3 Alex. Wilson. Hurdle Race—1 Crawford Herald; 2 W. Wann; 3 Geo. Bird. Broad Jump—1 W. Wann; 2 Jack Pert; 3 Jas. Roberts. High Jump—1 W. Wann; 2 C. G. Skinner; 3 W. Pert. Throwing the Cricket Ball—1 W. Wann; 2 Jas. Roberts; 3 J. L. Robertson. (1236, 629, 1584, 890)
scorecard-line: Extras ..................................... 9 (608, 676, 750, 687)
scorecard-line: Duckworth, st Lilley, b Richmond .... 0 (608, 918, 776, 929)
scorecard-line: A. Fraser, b Hailey ............. 2 (43, 893, 173, 904)
scorecard-title: STEWART'S COLLEGE F.P.s v. DUNFERMLINE. (304, 1074, 578, 1087)
scorecard-total: Total for one wicket ................... 65 (608, 755, 780, 766)
scorecard-line: Hobbs, not out ........................... 13 (608, 470, 765, 481)
scorecard-subtitle: ROYAL HIGH SCHOOL F.P.s. (378, 573, 504, 584)
scorecard-place: At Nottingham. (723, 789, 791, 800)
scorecard-line: Megson, b Ackroyd ..................... 5 (283, 1427, 438, 1438)
headline-morgan-academy: MORGAN ACADEMY SPORTS AT DUNDEE. (1256, 551, 1564, 594)
scorecard-line: Woodfull, run out ....................... 24 (608, 578, 765, 589)
scorecard-total: Total for five wickets (Innings declared) 159 (283, 1205, 500, 1216)
scorecard-subtitle: FERGUSLIE. (412, 1383, 470, 1395)
scorecard-line: T. R. Blake, the b Fell .................. 3 (283, 1745, 438, 1756)
scorecard-line: W. Anderson, st White, b C. S. Scobie 15 (283, 1296, 461, 1307)
scorecard-line: J. Reid, not out ...................... 59 (43, 1367, 187, 1379)
scorecard-line: Walker, lbw, b Macdonald ............ 11 (608, 987, 771, 998)
scorecard-line: R. Whyte, lbw, b Marshall ....... 12 (43, 1179, 193, 1190)
headline-golf-results: GOLF RESULTS (666, 1208, 849, 1235)
scorecard-line: W. J. Andrews, lbw, b Robinson ...... 6 (608, 568, 771, 579)
scorecard-line: W. F. Turnbull, b Anderson ............ 0 (283, 1108, 444, 1119)
scorecard-line: L. Bell, c Wilkie, b Lindsay .......... 43 (283, 800, 445, 812)
scorecard-total: Total for six wickets ............ 147 (43, 1312, 201, 1324)
fife-century-title: A Fifeshire Century. (103, 503, 213, 515)
scorecard-line: A. Tennant, b Berridge .................. 26 (608, 1478, 775, 1489)
scorecard-line: Extras ..................................... 5 (608, 1020, 750, 1031)
column-rule (603, 96, 605, 2263)
scorecard-total: Total for nine wickets (Innings declared) 185 (283, 898, 504, 909)
scorecard-place: Western Union match at Uddingston. (675, 1457, 840, 1468)
scorecard-line: Strudwick not out ....................... 0 (608, 389, 762, 401)
scorecard-line: Extras ..................................... 0 (608, 1597, 750, 1608)
scorecard-line: R. P. Duncan, not out .................. 4 (283, 525, 437, 536)
scorecard-line: W. M. Venters, b Ramsay .............. 25 (283, 790, 448, 801)
scorecard-line: C. Sanderson, b do. .................... 1 (283, 627, 436, 638)
scorecard-line: W. Gibbs, c Caldwell, b do. ........... 4 (283, 1810, 442, 1821)
scorecard-subtitle: GRANGE. (419, 428, 463, 440)
scorecard-line: W. Patterson, c Hogg, b C. S. Scobie 21 (283, 1264, 456, 1275)
scorecard-subtitle: CLYDESDALE. (408, 1539, 474, 1550)
highland-games-report: Lindores, Saturday. Abdie and Dunbog Highland Games, held at Lindores, were largely attended. Principal results were:— 100 Yards Race—1. W. Smith, St Andrews; 2. A. M. Petrie, Dundee. Half-Mile Race—1. A. Lindsay, Markinch; 2. J. Hart, Kelty. 220 Yards Race—1. D. Taylor, Leven; 2. J. Kiddie, Leuchars. 440 Yards Race—1. A. Duff; 2. J. Hart. One Mile Race—1. J. Inglis, Kennoway; 2. A. Fraser, Leslie. Throwing the Hammer—1. J. A. Graham, Dundee (102 ft. 1 in.); 2. Alexander Cuthbertson (101 ft.). High Leap—1. J. Williamson, Ladybank (5 ft. 5 in.). Putting the 16 lb. Ball—1. J. A. Graham, Dundee (33 ft. 8 in.); 2. M. Nichol, Pitlochry. One Mile Cycle Race—1. J. Cunningham, Ibrox; 2. R. Wilson, Kettle. Two-Mile Cycle Race—1. J. Cunningham; 2. New Gilston; 3. J. Cunningham, jun.; 3. P. Cooper, Gilston. (915, 1115, 1228, 1255)
scorecard-line: J. Teesdale, c J. Collins, b W. Collins 0 (608, 1533, 772, 1544)
scorecard-line: L. White, not out ....................... 2 (283, 999, 432, 1010)
scorecard-line: Extras ..................................... 1 (283, 1668, 425, 1680)
scorecard-line: Hallows, b Kilner ....................... 17 (608, 281, 764, 293)
football-results-list: DUNDEE CHARITY CUP Semi-Final. STOBSWELL, 7; ANCHORAGE, 2. DUNDEE AND DISTRICT LEAGUE. TAYPORT VIOLET, 7; LOCHEE UNITED, 3. STIRLING DISTRICT SECONDARY LEAGUE CUP FINAL. DUNIPACE THISTLE, 1; DUNBLANE THISTLE, 1. STIRLINGSHIRE JUVENILE LEAGUE. COWIE, 4; CAUSEWAYHEAD, 1. STIRLING DISTRICT SECONDARY SHIELD. CRAIG'S ATH., 5; COWIE CORINTHIANS, 3. FORTH AND ENDRICK LEAGUE. THORNHILL, 2; ABERFOYLE ROB ROY, 1. GARTMORE, 0; BUCKLYVIE, 2. STIRLINGSHIRE JUNIOR LEAGUE. ALVA ALBION RANGERS, 3; PLEAN, 2. BOYS' BRIGADE FOOTBALL. STIRLING DISTRICT BATT., 1; REST OF SCOTLAND, 1. SMYLLUM CUP—Final. STRATHCLYDE, 2; ST ANTHONY'S, 4. MACANDREW CUP. CRAIGMARK JNRS., 3; WHITLETTS ROVERS, 4. NORTH AYRSHIRE JUNIOR LEAGUE. GLENGARNOCK VALE, 4; DARVEL, 3. GLASGOW CONSOLATION CUP—Final. MARYHILL, 2; SHETTLESTONE, 3. SCOTTISH LEAGUE CUP—Final Tie. BRIDGETON WAVERLEY, 1; PORT-GLASGOW JUNIORS, 2. SCHOOLS SHIELD—Final. ABERDEEN, 3; AYR, 2. LANARKSHIRE JUNIOR LEAGUE. CLELAND JUNIORS, 2; OVERTOWN R., 1. LANARKSHIRE CONSOLATION CUP—Final. BELLSHILL ATH., 3; FAULDHOUSE U., 0. OTHER GAME. STIRLING DISTRICT JUVENILE LEAGUE, 4; STIRLING DISTRICT SECONDARY LEAGUE, 2. SCOTTISH JUVENILE CUP—SEMI-FINAL. ABBOTSHALL, 2; NIDDRIE THISTLE, 1. STEIN CUP FINAL. MARKINCH VICTORIA RANGERS, 1; FREUCHIE ROVERS, 0. (918, 126, 1225, 394)
scorecard-title: WATSONIANS. (405, 297, 477, 309)
scorecard-subtitle: STEWART'S COLLEGE. (389, 1097, 493, 1108)
headline-midlands-tennis: MIDLANDS TENNIS TOURNAMENT. (975, 405, 1168, 452)
subhead-opening-ceremony: Opening Ceremony by Sir James Irvine. (1252, 605, 1568, 625)
scorecard-line: J. G. Tasker, b Watson ................. 22 (608, 1645, 766, 1656)
scorecard-line: L. Gardiner, c Ferguson ......... 38 (43, 1157, 189, 1168)
results-subheading: RESULTS. (1386, 313, 1434, 324)
australians-fail-title: Australians Again Fail. (95, 614, 221, 626)
scorecard-line: R. Gardiner, b do. ...................... 6 (283, 1459, 433, 1470)
scorecard-total: Total ...................................... 84 (283, 1679, 441, 1690)
scorecard-line: D. C. Scott, lbw, b Dewar .............. 18 (283, 1437, 449, 1448)
